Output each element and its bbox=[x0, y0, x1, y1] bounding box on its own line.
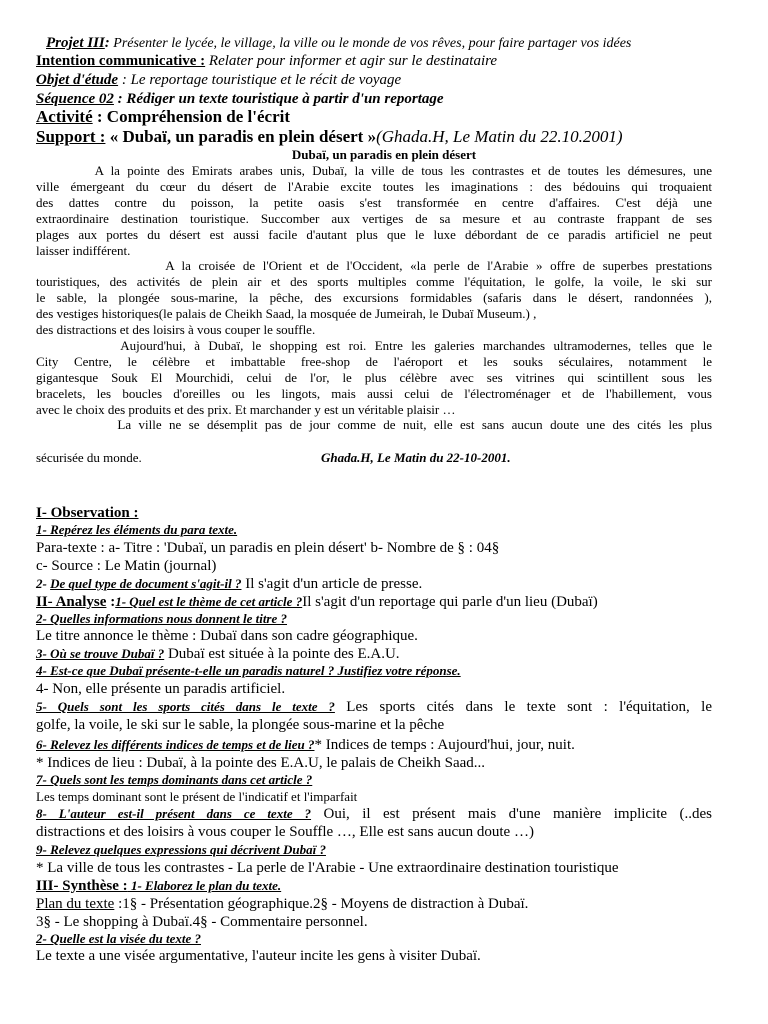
activite-line bbox=[36, 108, 290, 127]
text-line: bracelets, les boucles d'oreilles ou les lingots, mais aussi celui de l'électroménager et de l'habillement, vous bbox=[36, 385, 712, 401]
plan-label: Plan du texte bbox=[36, 896, 115, 912]
plan-line bbox=[36, 896, 528, 913]
activite-text: : Compréhension de l'écrit bbox=[92, 107, 290, 126]
synthese-line bbox=[36, 878, 281, 895]
answer-2: Il s'agit d'un article de presse. bbox=[241, 576, 423, 592]
sequence-text: : Rédiger un texte touristique à partir d'un reportage bbox=[113, 91, 444, 107]
text-line: des vestiges historiques(le palais de Cheikh Saad, la mosquée de Jumeirah, le Dubaï Museum.) , bbox=[36, 306, 537, 322]
text-last-line: sécurisée du monde. bbox=[36, 450, 142, 465]
analyse-title: II- Analyse bbox=[36, 594, 107, 610]
question-2: De quel type de document s'agit-il ? bbox=[50, 576, 242, 591]
question-6-line bbox=[36, 737, 575, 754]
text-signature: Ghada.H, Le Matin du 22-10-2001. bbox=[321, 450, 511, 465]
text-line: A la croisée de l'Orient et de l'Occident, «la perle de l'Arabie » offre de superbes prestations bbox=[36, 258, 712, 274]
answer-5b: golfe, la voile, le ski sur le sable, la plongée sous-marine et la pêche bbox=[36, 717, 445, 733]
text-line: avec le choix des produits et des prix. Et marchander y est un véritable plaisir … bbox=[36, 401, 456, 417]
question-7: 7- Quels sont les temps dominants dans cet article ? bbox=[36, 772, 313, 787]
answer-1a: Para-texte : a- Titre : 'Dubaï, un paradis en plein désert' b- Nombre de § : 04§ bbox=[36, 540, 500, 556]
projet-label: Projet III bbox=[46, 35, 105, 51]
text-line: plages aux portes du désert est aussi facile d'autant plus que le luxe débordant de ce paradis artificiel ne peut bbox=[36, 226, 712, 242]
question-9: 9- Relevez quelques expressions qui décrivent Dubaï ? bbox=[36, 842, 326, 857]
text-line: Aujourd'hui, à Dubaï, le shopping est roi. Entre les galeries marchandes ultramodernes, telles que le bbox=[36, 337, 712, 353]
answer-6b: * Indices de lieu : Dubaï, à la pointe des E.A.U, le palais de Cheikh Saad... bbox=[36, 755, 486, 771]
answer-7: Les temps dominant sont le présent de l'indicatif et l'imparfait bbox=[36, 789, 358, 804]
text-line: City Centre, le célèbre et imbattable free-shop de l'aéroport et les souks séculaires, notamment le bbox=[36, 353, 712, 369]
text-line: extraordinaire destination touristique. Succomber aux vertiges de sa mesure et au contraste frappant de ses bbox=[36, 210, 712, 226]
question-2c: 2- Quelle est la visée du texte ? bbox=[36, 931, 201, 946]
text-line: A la pointe des Emirats arabes unis, Dubaï, la ville de tous les contrastes et de toutes les démesures, une bbox=[36, 163, 713, 178]
question-1c: 1- Elaborez le plan du texte. bbox=[127, 878, 282, 893]
intention-line bbox=[36, 53, 497, 70]
text-line: touristiques, des activités de plein air et des sports multiples comme l'équitation, le golfe, la voile, le ski sur bbox=[36, 274, 712, 290]
projet-line: Projet III: Présenter le lycée, le village, la ville ou le monde de vos rêves, pour faire partager vos idées bbox=[46, 35, 632, 51]
text-line: des distractions et des loisirs à vous couper le souffle. bbox=[36, 322, 316, 337]
question-8-line bbox=[36, 806, 712, 823]
synthese-title: III- Synthèse : bbox=[36, 878, 128, 894]
answer-5a: Les sports cités dans le texte sont : l'équitation, le bbox=[334, 699, 712, 715]
question-4: 4- Est-ce que Dubaï présente-t-elle un paradis naturel ? Justifiez votre réponse. bbox=[36, 663, 461, 678]
sequence-label: Séquence 02 bbox=[36, 91, 114, 107]
objet-text: : Le reportage touristique et le récit de voyage bbox=[118, 72, 402, 88]
text-line: La ville ne se désemplit pas de jour comme de nuit, elle est sans aucun doute une des cités les plus bbox=[36, 417, 713, 433]
answer-1b: c- Source : Le Matin (journal) bbox=[36, 558, 217, 574]
question-1b: 1- Quel est le thème de cet article ? bbox=[115, 594, 303, 609]
intention-text: Relater pour informer et agir sur le destinataire bbox=[205, 53, 498, 69]
question-2-line: 2- De quel type de document s'agit-il ? Il s'agit d'un article de presse. bbox=[36, 576, 423, 592]
support-label: Support : bbox=[36, 127, 106, 146]
answer-4: 4- Non, elle présente un paradis artificiel. bbox=[36, 681, 286, 697]
answer-8b: distractions et des loisirs à vous couper le Souffle …, Elle est sans aucun doute …) bbox=[36, 824, 534, 840]
analyse-line: II- Analyse :1- Quel est le thème de cet article ?Il s'agit d'un reportage qui parle d'un lieu (Dubaï) bbox=[36, 594, 598, 610]
answer-1b-ans: Il s'agit d'un reportage qui parle d'un lieu (Dubaï) bbox=[302, 594, 598, 610]
text-title: Dubaï, un paradis en plein désert bbox=[291, 147, 477, 162]
activite-label: Activité bbox=[36, 107, 93, 126]
question-2b: 2- Quelles informations nous donnent le titre ? bbox=[36, 611, 288, 626]
plan-b: 3§ - Le shopping à Dubaï.4§ - Commentaire personnel. bbox=[36, 914, 368, 930]
sequence-line bbox=[36, 91, 444, 108]
answer-3: Dubaï est située à la pointe des E.A.U. bbox=[164, 646, 400, 662]
support-source: (Ghada.H, Le Matin du 22.10.2001) bbox=[376, 127, 623, 146]
text-line: le sable, la plongée sous-marine, la pêche, des excursions formidables (safaris dans le désert, randonnées ), bbox=[36, 290, 712, 306]
question-1: 1- Repérez les éléments du para texte. bbox=[36, 522, 238, 537]
support-line bbox=[36, 128, 623, 147]
plan-a: :1§ - Présentation géographique.2§ - Moyens de distraction à Dubaï. bbox=[114, 896, 529, 912]
question-3-line bbox=[36, 646, 400, 663]
answer-6a: * Indices de temps : Aujourd'hui, jour, nuit. bbox=[314, 737, 575, 753]
text-line: laisser indifférent. bbox=[36, 242, 131, 258]
answer-9: * La ville de tous les contrastes - La perle de l'Arabie - Une extraordinaire destination touristique bbox=[36, 860, 619, 876]
support-title: « Dubaï, un paradis en plein désert » bbox=[105, 127, 377, 146]
intention-label: Intention communicative : bbox=[36, 53, 206, 69]
answer-2c: Le texte a une visée argumentative, l'auteur incite les gens à visiter Dubaï. bbox=[36, 948, 481, 964]
text-line: des dattes contre du poisson, la petite oasis s'est transformée en centre d'affaires. C'est déjà une bbox=[36, 194, 712, 210]
objet-line bbox=[36, 72, 401, 89]
question-5: 5- Quels sont les sports cités dans le texte ? bbox=[36, 699, 335, 714]
objet-label: Objet d'étude bbox=[36, 72, 119, 88]
projet-text: Présenter le lycée, le village, la ville ou le monde de vos rêves, pour faire partager vos idées bbox=[109, 36, 632, 51]
answer-2b: Le titre annonce le thème : Dubaï dans son cadre géographique. bbox=[36, 628, 418, 644]
question-8: 8- L'auteur est-il présent dans ce texte ? bbox=[36, 806, 312, 821]
text-line: gigantesque Souk El Mourchidi, celui de l'or, le plus célèbre avec ses vitrines qui scintillent sous les bbox=[36, 369, 712, 385]
text-line: ville émergeant du cœur du désert de l'Arabie excite toutes les imaginations : des bédouins qui troquaient bbox=[36, 178, 712, 194]
answer-8a: Oui, il est présent mais d'une manière implicite (..des bbox=[311, 806, 712, 822]
question-6: 6- Relevez les différents indices de temps et de lieu ? bbox=[36, 737, 315, 752]
observation-title: I- Observation : bbox=[36, 505, 139, 521]
question-5-line bbox=[36, 699, 712, 716]
question-3: 3- Où se trouve Dubaï ? bbox=[36, 646, 165, 661]
